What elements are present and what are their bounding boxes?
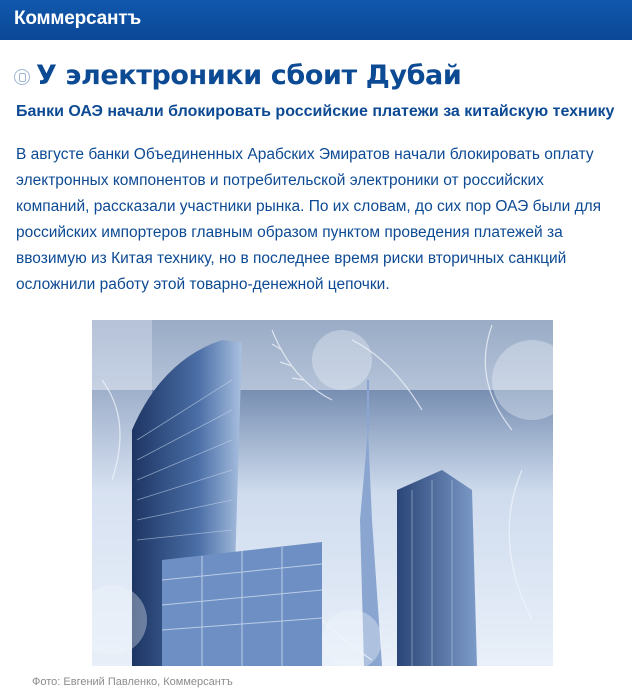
top-bar [0,0,632,40]
site-logo[interactable]: Коммерсантъ [14,8,142,29]
article-lead: В августе банки Объединенных Арабских Эмиратов начали блокировать оплату электронных компонентов и потребительской электроники от российских компаний, рассказали участники рынка. По их словам, до сих пор ОАЭ были для российских импортеров главным образом пунктом проведения платежей за ввозимую из Китая технику, но в последнее время риски вторичных санкций осложнили работу этой товарно-денежной цепочки. [16,146,602,293]
article-icon [14,69,30,85]
article-subtitle: Банки ОАЭ начали блокировать российские платежи за китайскую технику [16,103,615,120]
headline-row [14,55,624,95]
photo-caption: Фото: Евгений Павленко, Коммерсантъ [32,676,233,688]
article-headline: У электроники сбоит Дубай [36,59,462,91]
article-photo [92,320,553,666]
